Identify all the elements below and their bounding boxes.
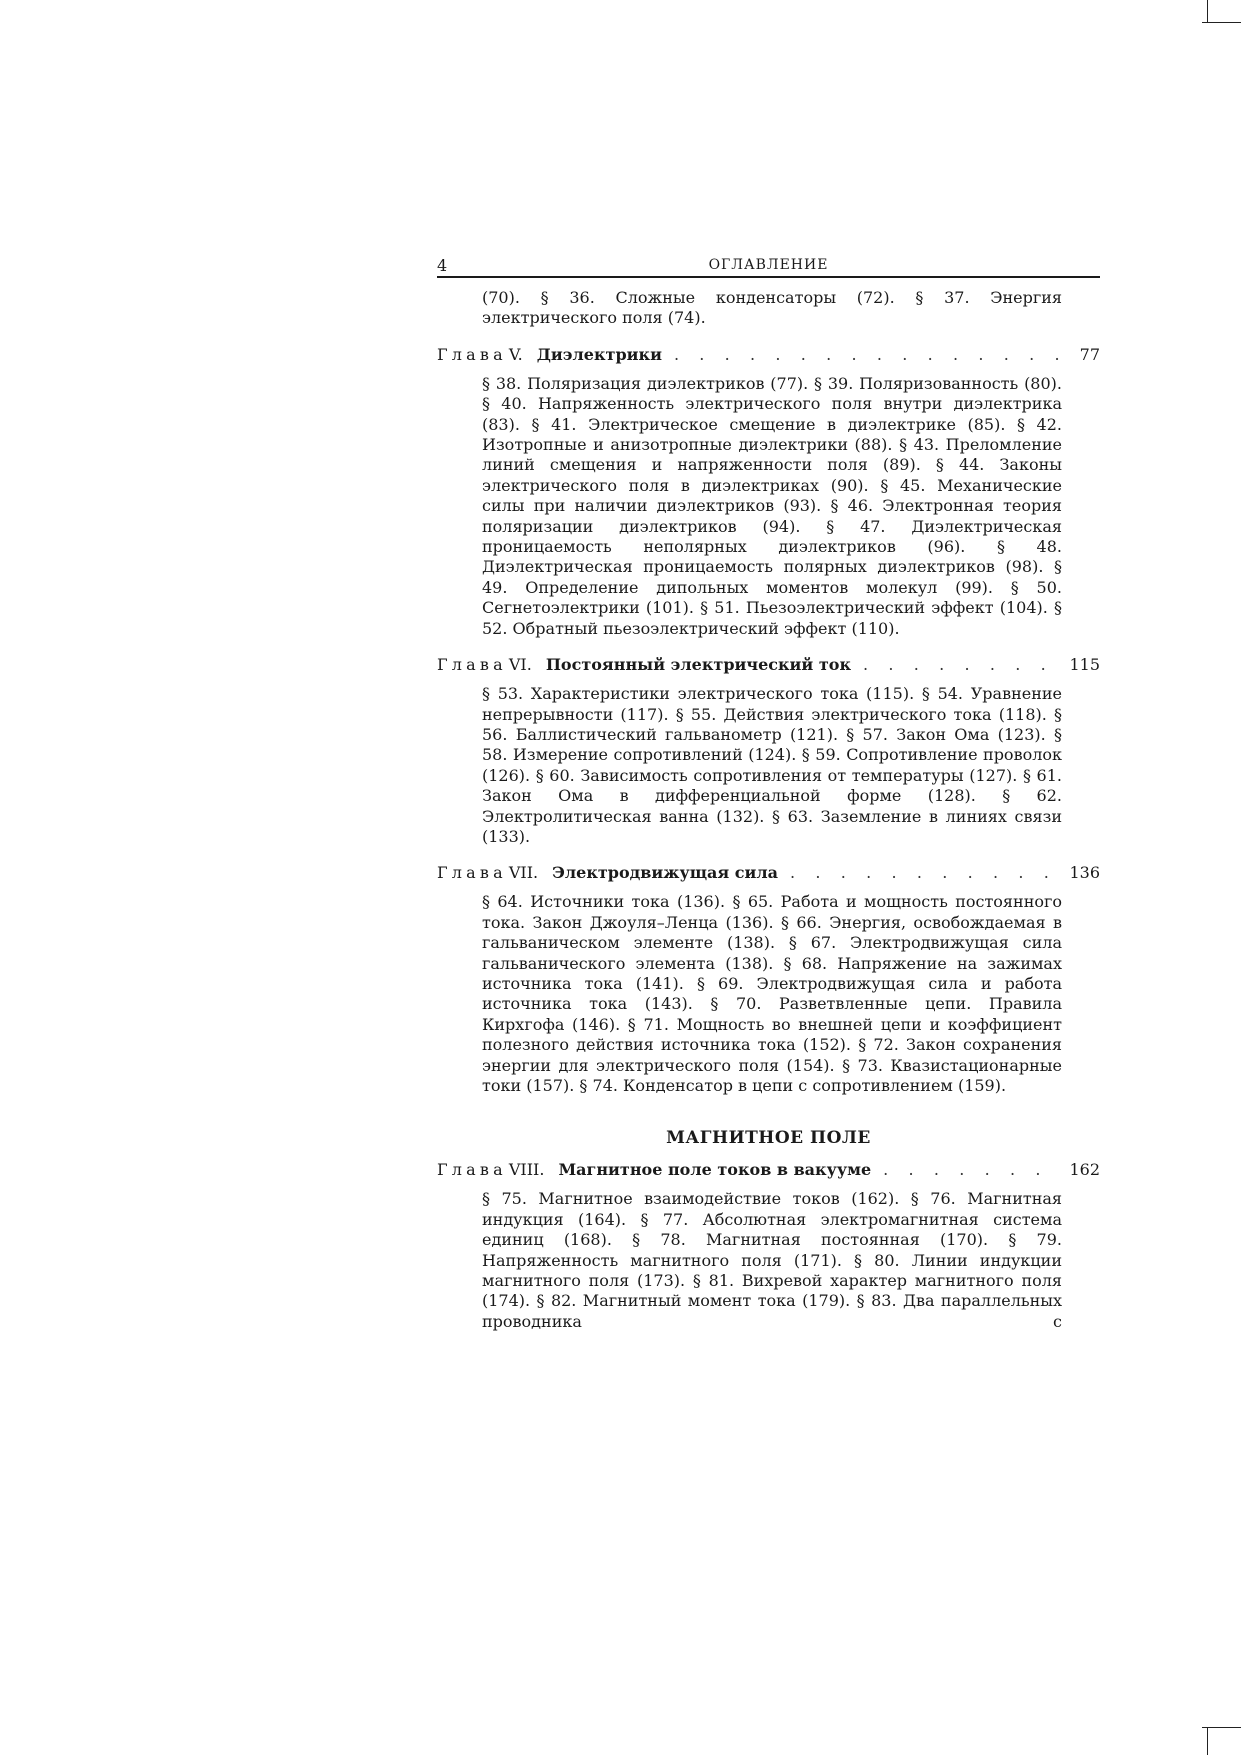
chapter-contents: § 64. Источники тока (136). § 65. Работа и мощность постоянного тока. Закон Джоуля–Ленца (136). § 66. Энергия, освобождаемая в гальваническом элементе (138). § 67. Электродвижущая сила гальванического элемента (138). § 68. Напряжение на зажимах источника тока (141). § 69. Электродвижущая сила и работа источника тока (143). § 70. Разветвленные цепи. Правила Кирхгофа (146). § 71. Мощность во внешней цепи и коэффициент полезного действия источника тока (152). § 72. Закон сохранения энергии для электрического поля (154). § 73. Квазистационарные токи (157). § 74. Конденсатор в цепи с сопротивлением (159). xyxy=(482,892,1062,1095)
chapter-number: V. xyxy=(508,344,523,364)
chapter-label: Глава xyxy=(437,344,507,364)
chapter-number: VII. xyxy=(508,863,539,883)
chapter-label: Глава xyxy=(437,1160,507,1180)
chapter-title: Магнитное поле токов в вакууме xyxy=(558,1160,872,1180)
toc-entry-chapter-vi[interactable] xyxy=(437,655,1100,674)
dot-leader xyxy=(863,655,1059,674)
intro-paragraph: (70). § 36. Сложные конденсаторы (72). § 37. Энергия электрического поля (74). xyxy=(482,288,1062,328)
crop-mark-top-vertical xyxy=(1207,0,1208,22)
chapter-page: 115 xyxy=(1069,655,1100,675)
chapter-title: Постоянный электрический ток xyxy=(545,655,851,675)
toc-entry-chapter-viii[interactable] xyxy=(437,1160,1100,1179)
chapter-contents: § 75. Магнитное взаимодействие токов (162). § 76. Магнитная индукция (164). § 77. Абсолютная электромагнитная система единиц (168). § 78. Магнитная постоянная (170). § 79. Напряженность магнитного поля (171). § 80. Линии индукции магнитного поля (173). § 81. Вихревой характер магнитного поля (174). § 82. Магнитный момент тока (179). § 83. Два параллельных проводника с xyxy=(482,1189,1062,1331)
dot-leader xyxy=(674,345,1064,364)
chapter-page: 162 xyxy=(1069,1160,1100,1180)
chapter-page: 136 xyxy=(1069,863,1100,883)
crop-mark-top-horizontal xyxy=(1202,22,1241,23)
chapter-number: VIII. xyxy=(508,1160,545,1180)
crop-mark-bottom-vertical xyxy=(1207,1727,1208,1755)
toc-entry-chapter-v[interactable] xyxy=(437,345,1100,364)
chapter-title: Диэлектрики xyxy=(536,344,662,364)
chapter-contents: § 38. Поляризация диэлектриков (77). § 39. Поляризованность (80). § 40. Напряженность электрического поля внутри диэлектрика (83). § 41. Электрическое смещение в диэлектрике (85). § 42. Изотропные и анизотропные диэлектрики (88). § 43. Преломление линий смещения и напряженности поля (89). § 44. Законы электрического поля в диэлектриках (90). § 45. Механические силы при наличии диэлектриков (93). § 46. Электронная теория поляризации диэлектриков (94). § 47. Диэлектрическая проницаемость неполярных диэлектриков (96). § 48. Диэлектрическая проницаемость полярных диэлектриков (98). § 49. Определение дипольных моментов молекул (99). § 50. Сегнетоэлектрики (101). § 51. Пьезоэлектрический эффект (104). § 52. Обратный пьезоэлектрический эффект (110). xyxy=(482,373,1062,638)
running-title: ОГЛАВЛЕНИЕ xyxy=(708,257,829,273)
dot-leader xyxy=(790,863,1059,882)
chapter-label: Глава xyxy=(437,655,507,675)
part-heading: МАГНИТНОЕ ПОЛЕ xyxy=(666,1128,871,1149)
chapter-contents: § 53. Характеристики электрического тока (115). § 54. Уравнение непрерывности (117). § 55. Действия электрического тока (118). § 56. Баллистический гальванометр (121). § 57. Закон Ома (123). § 58. Измерение сопротивлений (124). § 59. Сопротивление проволок (126). § 60. Зависимость сопротивления от температуры (127). § 61. Закон Ома в дифференциальной форме (128). § 62. Электролитическая ванна (132). § 63. Заземление в линиях связи (133). xyxy=(482,684,1062,846)
chapter-page: 77 xyxy=(1079,344,1100,364)
book-page xyxy=(437,250,1100,1332)
page-number: 4 xyxy=(437,256,448,275)
running-head xyxy=(437,250,1100,278)
chapter-title: Электродвижущая сила xyxy=(552,863,779,883)
chapter-label: Глава xyxy=(437,863,507,883)
dot-leader xyxy=(883,1160,1059,1179)
toc-entry-chapter-vii[interactable] xyxy=(437,863,1100,882)
chapter-number: VI. xyxy=(508,655,532,675)
